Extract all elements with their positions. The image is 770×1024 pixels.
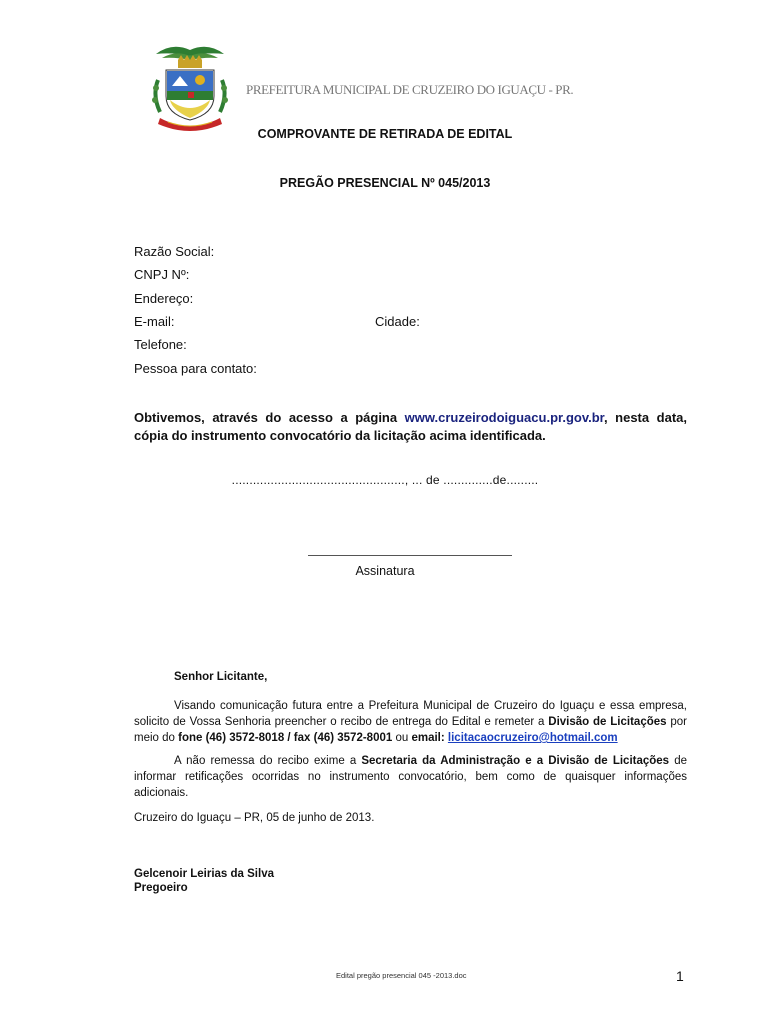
dateline: ................................................., ... de ..............de.........: [231, 473, 539, 487]
municipality-header: PREFEITURA MUNICIPAL DE CRUZEIRO DO IGUAÇU - PR.: [246, 82, 574, 97]
letter-paragraph-1: [134, 698, 687, 746]
p2-secretaria: Secretaria da Administração e a Divisão de Licitações: [361, 755, 670, 767]
municipal-coat-of-arms-icon: [150, 40, 230, 132]
statement-text-after: , nesta data, cópia do instrumento convocatório da licitação acima identificada.: [134, 410, 687, 443]
p1-email-label: email:: [411, 732, 445, 744]
p2-text-a: A não remessa do recibo exime a: [174, 755, 362, 767]
signer-role: Pregoeiro: [134, 882, 188, 894]
statement-paragraph: [134, 409, 687, 445]
place-date: Cruzeiro do Iguaçu – PR, 05 de junho de 2013.: [134, 812, 375, 824]
p2-text-c: de informar retificações ocorridas no instrumento convocatório, bem como de quaisquer informações adicionais.: [134, 755, 687, 799]
field-endereco: Endereço:: [134, 291, 194, 306]
field-razao-social: Razão Social:: [134, 244, 215, 259]
document-subtitle: PREGÃO PRESENCIAL Nº 045/2013: [279, 176, 491, 190]
page-number: 1: [676, 968, 684, 984]
document-title: COMPROVANTE DE RETIRADA DE EDITAL: [257, 127, 513, 141]
field-cidade: Cidade:: [375, 314, 420, 329]
p1-phone-fax: fone (46) 3572-8018 / fax (46) 3572-8001: [178, 732, 393, 744]
signer-name: Gelcenoir Leirias da Silva: [134, 868, 274, 880]
p1-text-e: ou: [392, 732, 412, 744]
field-telefone: Telefone:: [134, 337, 187, 352]
signature-line: [308, 555, 512, 556]
p1-division: Divisão de Licitações: [548, 716, 667, 728]
p1-text-a: Visando comunicação futura entre a Prefeitura Municipal de Cruzeiro do Iguaçu e essa empresa, solicito de Vossa Senhoria preencher o recibo de entrega do Edital e remeter a: [134, 700, 687, 728]
statement-text-before: Obtivemos, através do acesso a página: [134, 410, 405, 425]
website-link[interactable]: www.cruzeirodoiguacu.pr.gov.br: [404, 410, 605, 425]
footer-filename: Edital pregão presencial 045 -2013.doc: [336, 971, 467, 980]
field-email: E-mail:: [134, 314, 175, 329]
letter-paragraph-2: [134, 753, 687, 801]
field-cnpj: CNPJ Nº:: [134, 267, 190, 282]
field-contato: Pessoa para contato:: [134, 361, 257, 376]
signature-label: Assinatura: [355, 564, 415, 578]
letter-salutation: Senhor Licitante,: [174, 671, 268, 683]
email-link[interactable]: licitacaocruzeiro@hotmail.com: [447, 732, 618, 744]
p1-text-c: por meio do: [134, 716, 687, 744]
